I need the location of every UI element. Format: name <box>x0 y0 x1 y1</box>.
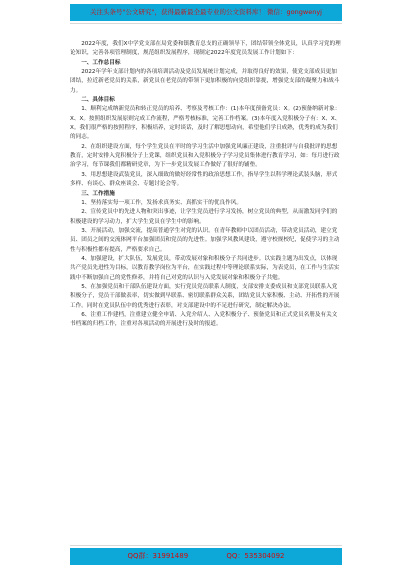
specific-goal-item: 1、顺利完成纳新党员和转正党员的培养、考察及考核工作：(1)本年度预备党员：X。(2)预备纳新对象：X、X。按照组织发展原则完成工作流程，严格考核标准，完善工作档案。(3)本年度入党积极分子有：X、X、X。我们很严格的按照程序，积极培养，定时谈话，及时了解思想动向，希望他们学日成熟，优秀的成为我们的同志。 <box>70 106 341 141</box>
intro-paragraph: 2022年度，我们X中学党支部在局党委和镇教育总支的正确领导下，团结带领全体党员，认真学习党的理论知识，完善各项管理制度，规范组织发展程序，现制定2022年度党员发展工作计划如下： <box>70 41 341 57</box>
goals-paragraph: 2022年学年支部计划内的各项培训活动及党员发展统计划完成，并取得良好的效果，使党支部成员更加团结，拉近新老党员的关系，新党员在老党员的带领下更加积极的向党组织靠拢，增强党支部的凝聚力和战斗力。 <box>70 69 340 94</box>
section-heading-measures: 三、工作措施 <box>81 190 115 197</box>
measure-item: 6、注重工作建档，注重建立健全申请、入党介绍人、入党积极分子、预备党员和正式党员名册及有关文书档案的归档工作，注重对各项活动的开展进行及时的报道。 <box>70 311 338 328</box>
promo-header-banner <box>70 4 342 21</box>
measure-item: 5、在加强党员和干部队伍建设方面，实行党员党员联系人制度，支部安排支委成员和支部党员联系入党积极分子，党员干部做表率，切实做到早联系、密切联系群众关系，团结党员大家积极、主动、开拓性的开展工作。同时在党员队伍中的优秀进行表彰，对支部建设中的不足进行研究，制定解决办法。 <box>70 283 340 309</box>
promo-header-text: 关注头条号"公文研究"，获得最新最全最专业的公文资料库！ 微信： <box>90 8 287 16</box>
wechat-id-link[interactable]: gongwenyj <box>286 8 322 16</box>
section-heading-goals: 一、工作总目标 <box>81 59 121 66</box>
measure-item: 2、宣传党员中的先进人物和突出事迹，让学生党员进行学习发扬，树立党员的典型，从而激发同学们的积极建设的学习动力，扩大学生党员在学生中的影响。 <box>70 209 338 225</box>
footer-divider <box>70 545 342 546</box>
section-heading-specific-goals: 二、具体目标 <box>81 97 115 104</box>
measure-item: 4、加强建设，扩大队伍，发展党员，带动发展对象和积极分子共同进步。以实践主题为出发点，以体现共产党员先进性为目标，以教育教学岗位为平台，在实践过程中等理论联系实际，为表党员，在工作与生活实践中不断加强自己的党性修养，并将自己对党的认识与入党发展对象和积极分子共勉。 <box>70 255 340 281</box>
promo-footer-banner <box>70 548 342 565</box>
qq-group-link[interactable]: QQ群：31991489 <box>127 552 189 560</box>
document-body <box>70 40 342 540</box>
specific-goal-item: 3、用思想建设武装党员，深入细致的做好经常性的政治思想工作，指导学生以科学理论武装头脑，形式多样、有谈心、群众座谈会、专题讨论会等。 <box>70 171 338 188</box>
measure-item: 3、开展活动，加强交流，提高普通学生对党的认识。在青年教师中以团员活动，带动党员活动，建立党员、团员之间的交流体网平台加强团员和党员的先进性。加强学风教风建设，遵守校规校纪，促使学习的主动性与积极性都有提高，严格要求自己。 <box>70 227 340 253</box>
specific-goal-item: 2、在组织建设方面，每个学生党员在平时的学习生活中加强党风廉正建设，注重批评与自我批评的思想教育，定时安排入党积极分子上党课，组织党员和入党积极分子学习党员集体进行教育学习，如：每月进行政治学习，每节课我们都精研党章，为下一步党员发展工作做好了很好的铺垫。 <box>70 143 340 169</box>
measure-item: 1、坚持落实每一项工作，发扬求真务实、真抓实干的优良作风。 <box>81 199 242 206</box>
header-divider <box>70 23 342 24</box>
qq-contact-link[interactable]: QQ：535304092 <box>226 552 285 560</box>
